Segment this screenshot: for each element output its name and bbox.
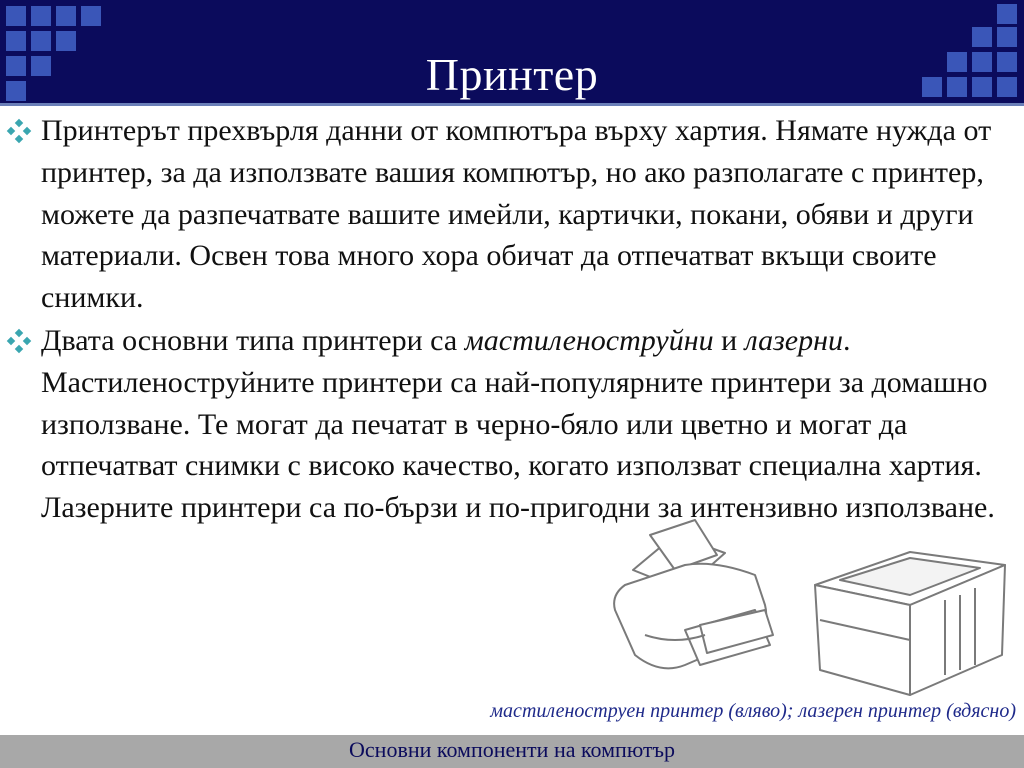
slide-header [0,0,1024,103]
bullet2-text-end: . Мастиленоструйните принтери са най-популярните принтери за домашно използване. Те могат да печатат в черно-бяло или цветно и могат да отпечатват снимки с високо качество, когато използват специална хартия. Лазерните принтери са по-бързи и по-пригодни за интензивно използване. [41,324,995,525]
image-caption: мастиленоструен принтер (вляво); лазерен принтер (вдясно) [490,700,1016,722]
laser-term: лазерни [744,324,843,357]
bullet2-conjunction: и [713,324,745,357]
diamond-bullet-icon [6,328,32,354]
slide-title: Принтер [425,49,599,100]
slide-footer [0,735,1024,768]
bullet-paragraph-2 [41,320,1011,529]
header-divider [0,103,1024,106]
inkjet-term: мастиленоструйни [464,324,714,357]
bullet-paragraph-1: Принтерът прехвърля данни от компютъра върху хартия. Нямате нужда от принтер, за да използвате вашия компютър, но ако разполагате с принтер, можете да разпечатвате вашите имейли, картички, покани, обяви и други материали. Освен това много хора обичат да отпечатват вкъщи своите снимки. [41,114,992,315]
diamond-bullet-icon [6,118,32,144]
inkjet-printer-icon [605,515,800,695]
laser-printer-icon [810,540,1010,700]
bullet2-text-start: Двата основни типа принтери са [41,324,465,357]
footer-text: Основни компоненти на компютър [349,737,675,762]
